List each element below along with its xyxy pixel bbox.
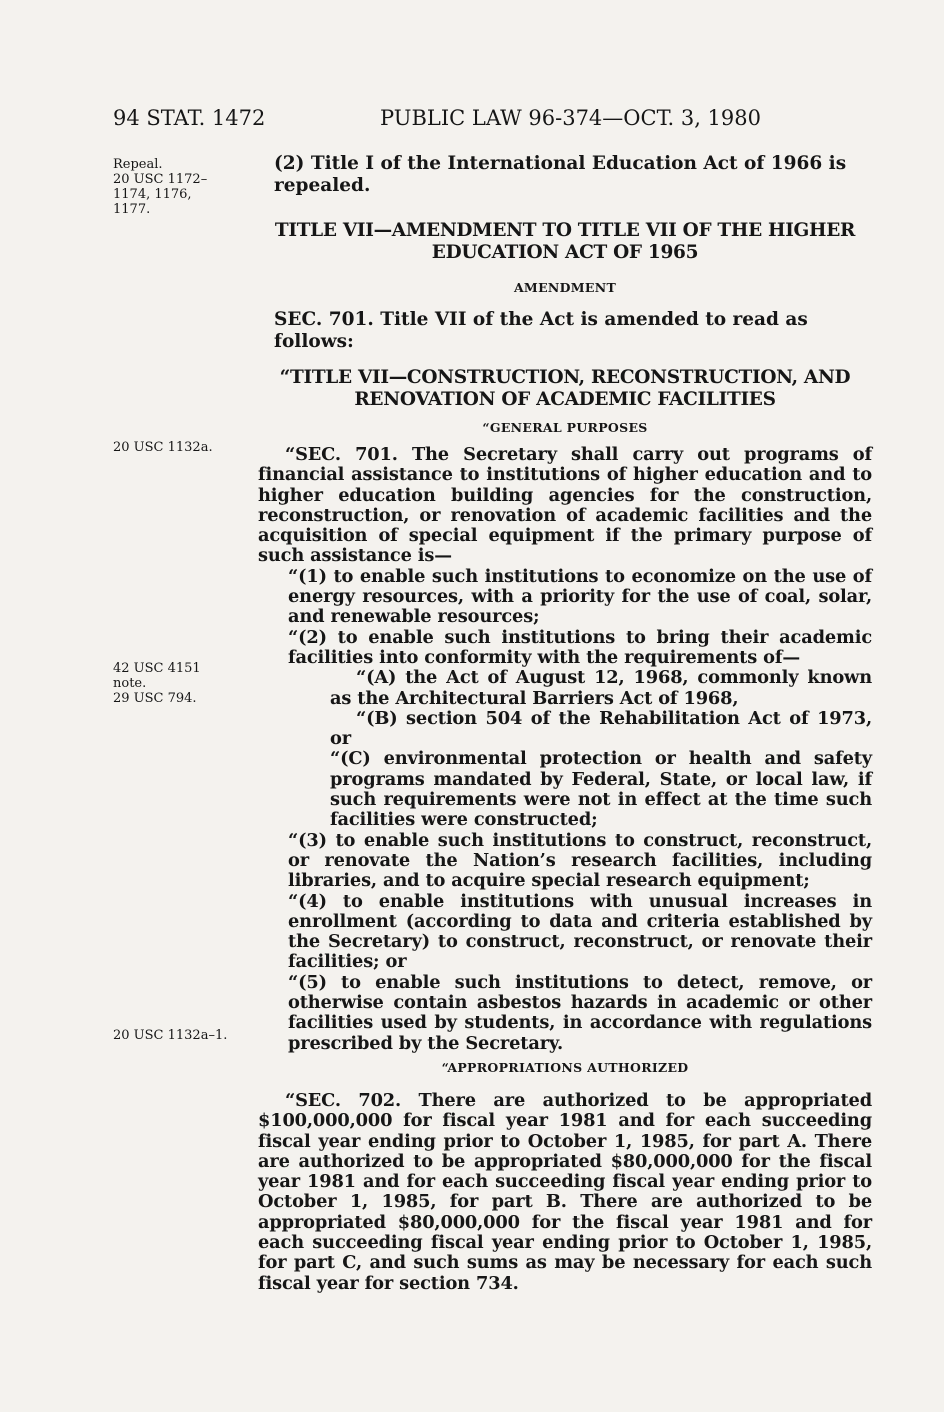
running-head: PUBLIC LAW 96-374—OCT. 3, 1980 (380, 106, 762, 130)
purpose-item-2a: “(A) the Act of August 12, 1968, commonly known as the Architectural Barriers Act of 1968, (330, 667, 872, 709)
sec701-paragraph: “SEC. 701. The Secretary shall carry out programs of financial assistance to institutions of higher education and to higher education building agencies for the construction, reconstruction, or renovation of academic facilities and the acquisition of special equipment if the primary purpose of such assistance is— (258, 444, 872, 567)
title-vii-heading-line1: TITLE VII—AMENDMENT TO TITLE VII OF THE HIGHER (274, 220, 856, 241)
margin-note-sec701: 20 USC 1132a. (113, 440, 213, 455)
general-purposes-heading: “GENERAL PURPOSES (482, 420, 648, 435)
margin-note-repeal: Repeal. 20 USC 1172– 1174, 1176, 1177. (113, 157, 208, 217)
purpose-item-3: “(3) to enable such institutions to construct, reconstruct, or renovate the Nation’s research facilities, including libraries, and to acquire special research equipment; (288, 829, 872, 892)
page-stat-number: 94 STAT. 1472 (113, 106, 266, 130)
purpose-item-5: “(5) to enable such institutions to detect, remove, or otherwise contain asbestos hazards in academic or other facilities used by students, in accordance with regulations prescribed by the Secretary. (288, 971, 872, 1054)
construction-title-line1: “TITLE VII—CONSTRUCTION, RECONSTRUCTION, AND (279, 367, 851, 388)
purpose-item-2: “(2) to enable such institutions to bring their academic facilities into conformity with the requirements of— (288, 626, 872, 668)
margin-note-sec702: 20 USC 1132a–1. (113, 1028, 228, 1043)
amendment-heading: AMENDMENT (513, 280, 617, 295)
repeal-line: (2) Title I of the International Education Act of 1966 is repealed. (274, 153, 847, 196)
purpose-item-2c: “(C) environmental protection or health and safety programs mandated by Federal, State, or local law, if such requirements were not in effect at the time such facilities were constructed; (330, 748, 872, 831)
appropriations-heading: “APPROPRIATIONS AUTHORIZED (441, 1059, 689, 1075)
sec702-paragraph: “SEC. 702. There are authorized to be appropriated $100,000,000 for fiscal year 1981 and for each succeeding fiscal year ending prior to October 1, 1985, for part A. There are authorized to be appropriated $80,000,000 for the fiscal year 1981 and for each succeeding fiscal year ending prior to October 1, 1985, for part B. There are authorized to be appropriated $80,000,000 for the fiscal year 1981 and for each succeeding fiscal year ending prior to October 1, 1985, for part C, and such sums as may be necessary for each such fiscal year for section 734. (258, 1089, 872, 1294)
purpose-item-2b: “(B) section 504 of the Rehabilitation Act of 1973, or (330, 707, 872, 750)
purpose-item-4: “(4) to enable institutions with unusual increases in enrollment (according to data and criteria established by the Secretary) to construct, reconstruct, or renovate their facilities; or (288, 890, 872, 973)
sec701-intro: SEC. 701. Title VII of the Act is amended to read as follows: (274, 309, 808, 352)
purpose-item-1: “(1) to enable such institutions to economize on the use of energy resources, with a priority for the use of coal, solar, and renewable resources; (288, 565, 872, 628)
construction-title-line2: RENOVATION OF ACADEMIC FACILITIES (354, 389, 776, 410)
title-vii-heading-line2: EDUCATION ACT OF 1965 (431, 242, 699, 263)
margin-note-architectural: 42 USC 4151 note. 29 USC 794. (113, 661, 201, 706)
